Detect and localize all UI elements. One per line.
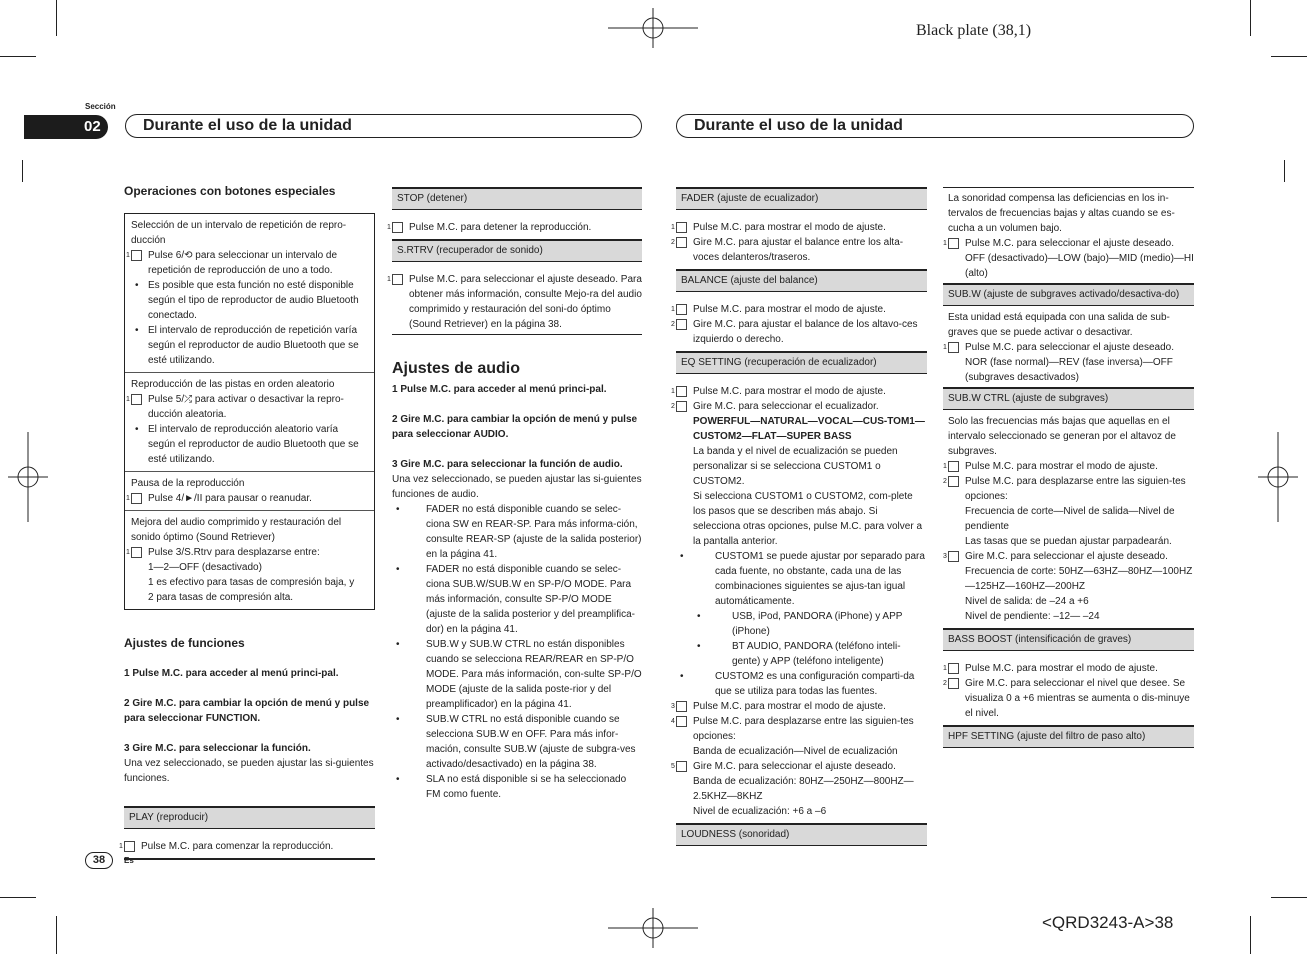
step-item — [943, 661, 1194, 676]
box-text: Selección de un intervalo de repetición de repro-ducción — [131, 220, 347, 246]
crop-mark — [0, 897, 36, 898]
step-text: Pulse 3/S.Rtrv para desplazarse entre: — [148, 547, 320, 558]
crop-mark — [0, 56, 36, 57]
plate-label: Black plate (38,1) — [916, 22, 1032, 39]
step-number-icon: 2 — [676, 237, 687, 248]
body-text: Frecuencia de corte: 50HZ—63HZ—80HZ—100HZ—125HZ—160HZ—200HZ — [965, 566, 1193, 592]
crop-mark — [1250, 916, 1251, 954]
body-text: Una vez seleccionado, se pueden ajustar las si-guientes funciones de audio. — [392, 474, 642, 500]
registration-mark-icon — [608, 8, 698, 48]
step-text: Gire M.C. para seleccionar el ecualizador. — [693, 401, 879, 412]
body-text: Solo las frecuencias más bajas que aquellas en el intervalo seleccionado se generan por el altavoz de subgraves. — [948, 416, 1176, 457]
procedure-step: 1 Pulse M.C. para acceder al menú princi-pal. — [124, 668, 339, 679]
section-badge — [24, 115, 108, 139]
step-text: Pulse M.C. para mostrar el modo de ajuste. — [693, 304, 886, 315]
setting-bar-srtrv: S.RTRV (recuperador de sonido) — [392, 239, 642, 262]
step-text: Pulse M.C. para comenzar la reproducción. — [141, 841, 334, 852]
divider — [124, 858, 375, 860]
setting-bar-eq: EQ SETTING (recuperación de ecualizador) — [676, 351, 927, 374]
setting-bar-loudness: LOUDNESS (sonoridad) — [676, 823, 927, 846]
step-number-icon: 5 — [676, 761, 687, 772]
step-text: Pulse M.C. para mostrar el modo de ajuste. — [693, 701, 886, 712]
step-text: Gire M.C. para seleccionar el nivel que desee. Se visualiza 0 a +6 mientras se aumenta o dis-minuye el nivel. — [965, 678, 1190, 719]
crop-mark — [1250, 0, 1251, 36]
step-text: Pulse 6/⟲ para seleccionar un intervalo de repetición de reproducción de uno a todo. — [148, 250, 338, 276]
body-text: Si selecciona CUSTOM1 o CUSTOM2, com-plete los pasos que se describen más abajo. Si selecciona otras opciones, pulse M.C. para volver a la pantalla anterior. — [693, 491, 923, 547]
bullet-item: • El intervalo de reproducción de repetición varía según el reproductor de audio Bluetooth que se esté utilizando. — [131, 323, 368, 368]
registration-mark-icon — [8, 432, 48, 522]
crop-mark — [22, 160, 23, 182]
step-text: Gire M.C. para ajustar el balance de los altavo-ces izquierdo o derecho. — [693, 319, 918, 345]
procedure-step: 2 Gire M.C. para cambiar la opción de menú y pulse para seleccionar AUDIO. — [392, 414, 638, 440]
step-item — [671, 302, 927, 317]
step-number-icon: 1 — [392, 222, 403, 233]
step-number-icon: 3 — [676, 701, 687, 712]
setting-bar-subw-ctrl: SUB.W CTRL (ajuste de subgraves) — [943, 387, 1194, 410]
column-4 — [943, 187, 1194, 748]
body-text: OFF (desactivado)—LOW (bajo)—MID (medio)—HI (alto) — [965, 253, 1194, 279]
step-number-icon: 1 — [676, 304, 687, 315]
body-text: Una vez seleccionado, se pueden ajustar las si-guientes funciones. — [124, 758, 374, 784]
registration-mark-icon — [1258, 432, 1298, 522]
step-item — [126, 248, 368, 278]
box-section-random — [125, 373, 374, 472]
step-item — [126, 545, 368, 560]
step-item — [387, 272, 642, 332]
header-title-left: Durante el uso de la unidad — [143, 117, 352, 134]
procedure-step: 1 Pulse M.C. para acceder al menú princi-pal. — [392, 384, 607, 395]
step-text: Pulse M.C. para mostrar el modo de ajuste. — [693, 222, 886, 233]
step-number-icon: 1 — [131, 394, 142, 405]
step-item — [126, 491, 368, 506]
bullet-item: • SLA no está disponible si se ha seleccionado FM como fuente. — [392, 772, 642, 802]
setting-bar-fader: FADER (ajuste de ecualizador) — [676, 187, 927, 210]
eq-list: POWERFUL—NATURAL—VOCAL—CUS-TOM1—CUSTOM2—FLAT—SUPER BASS — [693, 416, 925, 442]
step-item — [943, 459, 1194, 474]
section-label: Sección — [85, 102, 116, 111]
step-number-icon: 1 — [131, 493, 142, 504]
setting-bar-hpf: HPF SETTING (ajuste del filtro de paso alto) — [943, 725, 1194, 748]
crop-mark — [1271, 897, 1307, 898]
body-text: Nivel de ecualización: +6 a –6 — [693, 806, 827, 817]
column-3 — [671, 187, 927, 846]
procedure-step: 3 Gire M.C. para seleccionar la función de audio. — [392, 459, 623, 470]
step-item — [671, 317, 927, 347]
sub-bullet-item: • USB, iPod, PANDORA (iPhone) y APP (iPhone) — [676, 609, 927, 639]
bullet-item: • SUB.W CTRL no está disponible cuando se selecciona SUB.W en OFF. Para más infor-mación, consulte SUB.W (ajuste de subgra-ves activado/desactivado) en la página 38. — [392, 712, 642, 772]
step-item — [671, 220, 927, 235]
body-text: Nivel de pendiente: –12— –24 — [965, 611, 1100, 622]
bullet-item: • FADER no está disponible cuando se selec-ciona SUB.W/SUB.W en SP-P/O MODE. Para más información, consulte SP-P/O MODE (ajuste de la salida posterior y del preamplifica-dor) en la página 41. — [392, 562, 642, 637]
step-item — [943, 474, 1194, 504]
body-text: Nivel de salida: de –24 a +6 — [965, 596, 1089, 607]
step-item — [943, 340, 1194, 355]
box-text: Pausa de la reproducción — [131, 478, 245, 489]
body-text: La sonoridad compensa las deficiencias en los in-tervalos de frecuencias bajas y altas cuando se es-cucha a un volumen bajo. — [948, 193, 1175, 234]
box-text: 1 es efectivo para tasas de compresión baja, y — [148, 577, 355, 588]
body-text: Esta unidad está equipada con una salida de sub-graves que se puede activar o desactivar. — [948, 312, 1170, 338]
step-item — [671, 399, 927, 414]
step-text: Pulse 5/⤮ para activar o desactivar la repro-ducción aleatoria. — [148, 394, 344, 420]
bullet-item: • Es posible que esta función no esté disponible según el tipo de reproductor de audio Bluetooth conectado. — [131, 278, 368, 323]
setting-bar-play: PLAY (reproducir) — [124, 806, 375, 829]
registration-mark-icon — [608, 908, 698, 948]
procedure-step: 3 Gire M.C. para seleccionar la función. — [124, 743, 311, 754]
step-number-icon: 2 — [948, 678, 959, 689]
box-section-sound-retriever — [125, 511, 374, 609]
setting-bar-subw: SUB.W (ajuste de subgraves activado/desactiva-do) — [943, 283, 1194, 306]
step-item — [119, 839, 375, 854]
step-text: Pulse M.C. para mostrar el modo de ajuste. — [965, 663, 1158, 674]
bullet-item: • FADER no está disponible cuando se selec-ciona SW en REAR-SP. Para más informa-ción, consulte REAR-SP (ajuste de la salida posterior) en la página 41. — [392, 502, 642, 562]
setting-bar-bass-boost: BASS BOOST (intensificación de graves) — [943, 628, 1194, 651]
bullet-item: • CUSTOM1 se puede ajustar por separado para cada fuente, no obstante, cada una de las combinaciones siguientes se ajus-tan igual automáticamente. — [676, 549, 927, 609]
step-number-icon: 1 — [131, 547, 142, 558]
setting-bar-stop: STOP (detener) — [392, 187, 642, 210]
step-text: Pulse M.C. para seleccionar el ajuste deseado. — [965, 238, 1175, 249]
step-number-icon: 2 — [676, 401, 687, 412]
step-item — [387, 220, 642, 235]
bullet-item: • CUSTOM2 es una configuración comparti-da que se utiliza para todas las fuentes. — [676, 669, 927, 699]
step-number-icon: 2 — [676, 319, 687, 330]
sub-bullet-item: • BT AUDIO, PANDORA (teléfono inteli-gente) y APP (teléfono inteligente) — [676, 639, 927, 669]
step-item — [671, 235, 927, 265]
body-text: Frecuencia de corte—Nivel de salida—Nivel de pendiente — [965, 506, 1175, 532]
step-text: Gire M.C. para seleccionar el ajuste deseado. — [965, 551, 1168, 562]
step-number-icon: 1 — [131, 250, 142, 261]
step-item — [671, 699, 927, 714]
special-buttons-box — [124, 213, 375, 610]
heading-functions: Ajustes de funciones — [124, 636, 245, 650]
divider — [392, 334, 642, 335]
crop-mark — [1284, 160, 1285, 182]
step-number-icon: 2 — [948, 476, 959, 487]
column-2 — [387, 187, 642, 802]
step-number-icon: 1 — [948, 238, 959, 249]
step-text: Pulse M.C. para detener la reproducción. — [409, 222, 592, 233]
step-number-icon: 1 — [392, 274, 403, 285]
step-item — [126, 392, 368, 422]
body-text: Banda de ecualización—Nivel de ecualización — [693, 746, 898, 757]
footer-code: <QRD3243-A>38 — [1042, 913, 1174, 932]
box-text: 1—2—OFF (desactivado) — [148, 562, 262, 573]
step-text: Pulse M.C. para mostrar el modo de ajuste. — [693, 386, 886, 397]
step-number-icon: 1 — [948, 342, 959, 353]
step-number-icon: 1 — [948, 461, 959, 472]
procedure-step: 2 Gire M.C. para cambiar la opción de menú y pulse para seleccionar FUNCTION. — [124, 698, 370, 724]
header-title-right: Durante el uso de la unidad — [694, 117, 903, 134]
step-number-icon: 1 — [948, 663, 959, 674]
step-text: Pulse M.C. para seleccionar el ajuste deseado. — [965, 342, 1175, 353]
body-text: NOR (fase normal)—REV (fase inversa)—OFF (subgraves desactivados) — [965, 357, 1173, 383]
step-number-icon: 1 — [676, 386, 687, 397]
step-number-icon: 1 — [124, 841, 135, 852]
step-item — [943, 236, 1194, 251]
box-text: Reproducción de las pistas en orden aleatorio — [131, 379, 335, 390]
language-label: Es — [124, 856, 134, 865]
section-number: 02 — [84, 118, 101, 135]
step-item — [671, 714, 927, 744]
crop-mark — [56, 0, 57, 36]
step-text: Pulse M.C. para mostrar el modo de ajuste. — [965, 461, 1158, 472]
bullet-item: • El intervalo de reproducción aleatorio varía según el reproductor de audio Bluetooth que se esté utilizando. — [131, 422, 368, 467]
box-section-pause — [125, 472, 374, 511]
body-text: Las tasas que se puedan ajustar parpadearán. — [965, 536, 1172, 547]
step-number-icon: 3 — [948, 551, 959, 562]
crop-mark — [1271, 56, 1307, 57]
step-item — [943, 549, 1194, 564]
step-item — [671, 759, 927, 774]
heading-special-buttons: Operaciones con botones especiales — [124, 184, 336, 198]
column-1 — [119, 184, 375, 860]
bullet-item: • SUB.W y SUB.W CTRL no están disponibles cuando se selecciona REAR/REAR en SP-P/O MODE. Para más información, con-sulte SP-P/O MODE (ajuste de la salida poste-rior y del preamplificador) en la página 41. — [392, 637, 642, 712]
step-text: Pulse M.C. para seleccionar el ajuste deseado. Para obtener más información, consulte Mejo-ra del audio comprimido y restauración del soni-do óptimo (Sound Retriever) en la página 38. — [409, 274, 642, 330]
step-item — [671, 384, 927, 399]
step-number-icon: 1 — [676, 222, 687, 233]
box-text: 2 para tasas de compresión alta. — [148, 592, 294, 603]
step-text: Gire M.C. para seleccionar el ajuste deseado. — [693, 761, 896, 772]
step-text: Pulse 4/►/II para pausar o reanudar. — [148, 493, 312, 504]
body-text: La banda y el nivel de ecualización se pueden personalizar si se selecciona CUSTOM1 o CUSTOM2. — [693, 446, 898, 487]
box-section-repeat — [125, 214, 374, 373]
header-banner-left — [125, 114, 642, 138]
step-number-icon: 4 — [676, 716, 687, 727]
step-text: Pulse M.C. para desplazarse entre las siguien-tes opciones: — [693, 716, 914, 742]
crop-mark — [56, 916, 57, 954]
step-text: Gire M.C. para ajustar el balance entre los alta-voces delanteros/traseros. — [693, 237, 904, 263]
page-number-badge: 38 — [85, 852, 113, 869]
heading-audio-settings: Ajustes de audio — [392, 360, 521, 377]
body-text: Banda de ecualización: 80HZ—250HZ—800HZ—2.5KHZ—8KHZ — [693, 776, 914, 802]
step-text: Pulse M.C. para desplazarse entre las siguien-tes opciones: — [965, 476, 1186, 502]
box-text: Mejora del audio comprimido y restauración del sonido óptimo (Sound Retriever) — [131, 517, 342, 543]
step-item — [943, 676, 1194, 721]
setting-bar-balance: BALANCE (ajuste del balance) — [676, 269, 927, 292]
header-banner-right — [676, 114, 1194, 138]
